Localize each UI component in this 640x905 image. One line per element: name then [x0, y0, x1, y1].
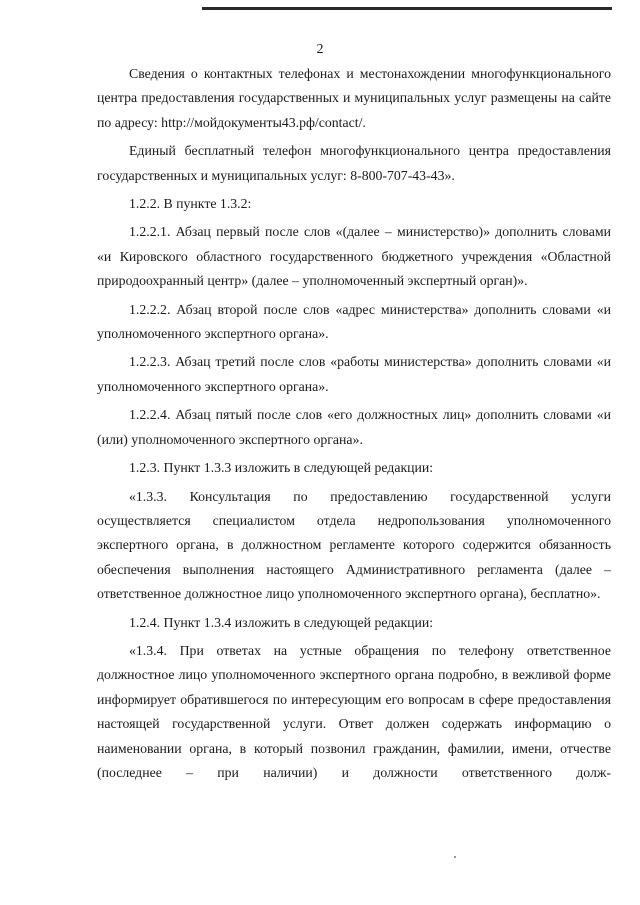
paragraph-1-2-2-1: 1.2.2.1. Абзац первый после слов «(далее – министерство)» дополнить словами «и Кировского областного государственного бюджетного учреждения «Областной природоохранный центр» (далее – уполномоченный экспертный орган)».	[97, 224, 611, 289]
paragraph-1-2-4: 1.2.4. Пункт 1.3.4 изложить в следующей редакции:	[129, 614, 434, 630]
paragraph-1-3-4: «1.3.4. При ответах на устные обращения по телефону ответственное должностное лицо уполномоченного экспертного органа подробно, в вежливой форме информирует обратившегося по интересующим его вопросам в сфере предоставления настоящей государственной услуги. Ответ должен содержать информацию о наименовании органа, в который позвонил гражданин, фамилии, имени, отчестве (последнее – при наличии) и должности ответственного долж-	[97, 642, 611, 780]
top-rule	[202, 7, 612, 10]
document-body	[97, 62, 611, 785]
paragraph-1-3-3: «1.3.3. Консультация по предоставлению государственной услуги осуществляется специалистом отдела недропользования уполномоченного экспертного органа, в должностном регламенте которого содержится обязанность обеспечения выполнения настоящего Административного регламента (далее – ответственное должностное лицо уполномоченного экспертного органа), бесплатно».	[97, 488, 611, 602]
scan-speck	[454, 856, 456, 858]
paragraph-mfc-info: Сведения о контактных телефонах и местонахождении многофункционального центра предоставления государственных и муниципальных услуг размещены на сайте по адресу: http://мойдокументы43.рф/contact/.	[97, 66, 611, 130]
paragraph-1-2-2: 1.2.2. В пункте 1.3.2:	[129, 196, 252, 212]
page-number: 2	[316, 42, 324, 57]
paragraph-1-2-2-2: 1.2.2.2. Абзац второй после слов «адрес министерства» дополнить словами «и уполномоченного экспертного органа».	[97, 301, 611, 342]
paragraph-1-2-3: 1.2.3. Пункт 1.3.3 изложить в следующей редакции:	[129, 460, 434, 476]
paragraph-1-2-2-4: 1.2.2.4. Абзац пятый после слов «его должностных лиц» дополнить словами «и (или) уполномоченного экспертного органа».	[97, 407, 611, 447]
paragraph-mfc-phone: Единый бесплатный телефон многофункционального центра предоставления государственных и муниципальных услуг: 8-800-707-43-43».	[97, 143, 611, 183]
paragraph-1-2-2-3: 1.2.2.3. Абзац третий после слов «работы министерства» дополнить словами «и уполномоченного экспертного органа».	[97, 354, 611, 394]
